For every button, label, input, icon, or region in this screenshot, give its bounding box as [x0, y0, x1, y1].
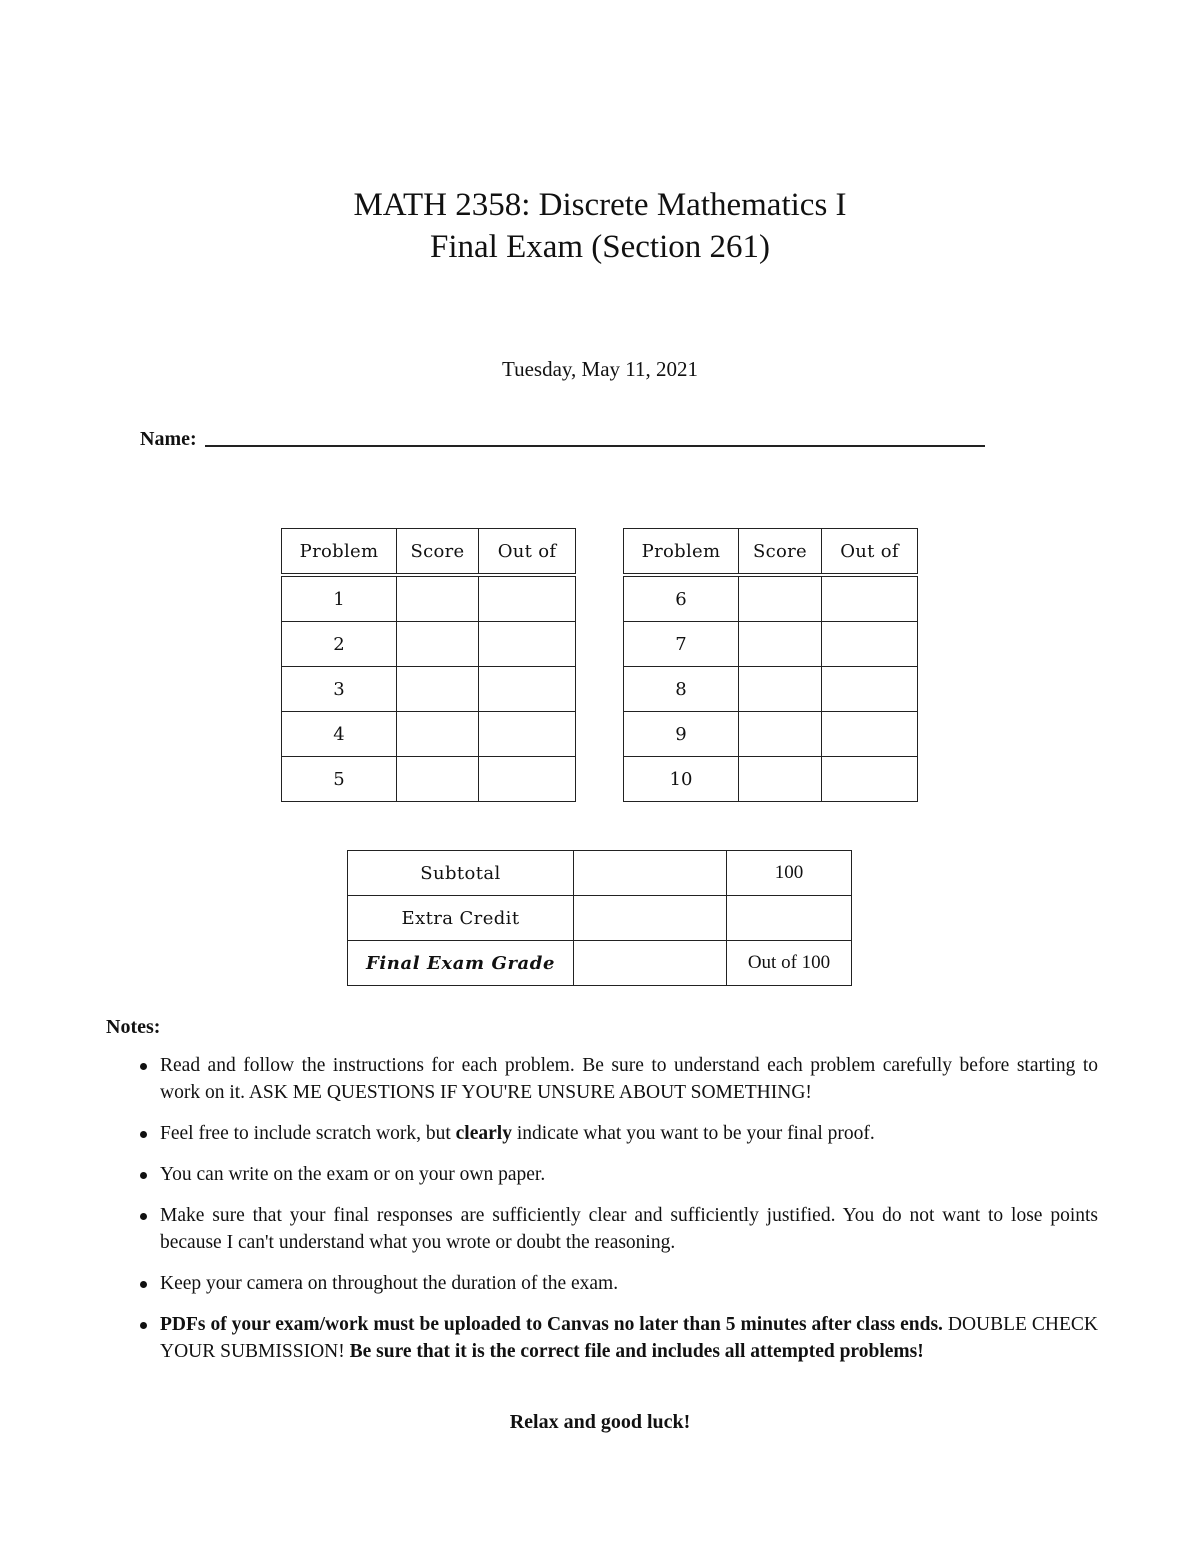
bullet-icon — [140, 1281, 147, 1288]
note-text: You can write on the exam or on your own paper. — [160, 1164, 546, 1185]
exam-date: Tuesday, May 11, 2021 — [501, 357, 698, 381]
table-row — [282, 577, 576, 622]
table-row — [624, 757, 918, 802]
bullet-icon — [140, 1063, 147, 1070]
problem-number: 2 — [282, 622, 397, 667]
totals-label: Subtotal — [348, 851, 574, 896]
out-of-cell — [479, 577, 576, 622]
bullet-icon — [140, 1322, 147, 1329]
out-of-cell — [822, 577, 918, 622]
list-item — [138, 1161, 1098, 1188]
note-text: indicate what you want to be your final proof. — [511, 1123, 875, 1144]
score-cell[interactable] — [397, 712, 479, 757]
out-of-cell — [822, 712, 918, 757]
score-cell[interactable] — [397, 667, 479, 712]
table-row — [624, 667, 918, 712]
note-emphasis: PDFs of your exam/work must be uploaded to Canvas no later than 5 minutes after class ends. — [160, 1314, 943, 1335]
course-title: MATH 2358: Discrete Mathematics I — [353, 187, 847, 223]
out-of-cell — [479, 622, 576, 667]
table-row — [282, 757, 576, 802]
totals-score-cell[interactable] — [574, 896, 727, 941]
table-row — [624, 622, 918, 667]
score-cell[interactable] — [397, 577, 479, 622]
column-header-problem: Problem — [624, 529, 739, 574]
table-row — [624, 712, 918, 757]
table-header-row — [624, 529, 918, 574]
score-cell[interactable] — [739, 667, 822, 712]
totals-score-cell[interactable] — [574, 851, 727, 896]
note-text: DOUBLE CHECK YOUR SUBMISSION! — [160, 1314, 1098, 1362]
note-emphasis: Be sure that it is the correct file and includes all attempted problems! — [349, 1341, 924, 1362]
note-text: Read and follow the instructions for each problem. Be sure to understand each problem carefully before starting to work on it. ASK ME QUESTIONS IF YOU'RE UNSURE ABOUT SOMETHING! — [160, 1055, 1098, 1103]
score-cell[interactable] — [397, 757, 479, 802]
score-cell[interactable] — [397, 622, 479, 667]
list-item — [138, 1052, 1098, 1106]
table-row — [282, 667, 576, 712]
totals-label: Extra Credit — [348, 896, 574, 941]
problem-number: 6 — [624, 577, 739, 622]
note-text: Keep your camera on throughout the duration of the exam. — [160, 1273, 619, 1294]
totals-row-final-grade — [348, 941, 852, 986]
out-of-cell — [479, 712, 576, 757]
list-item — [138, 1202, 1098, 1256]
column-header-out-of: Out of — [822, 529, 918, 574]
totals-table — [347, 850, 852, 986]
list-item — [138, 1270, 1098, 1297]
note-emphasis: clearly — [455, 1123, 512, 1144]
out-of-cell — [822, 622, 918, 667]
score-table-right — [623, 528, 918, 802]
score-cell[interactable] — [739, 622, 822, 667]
table-row — [282, 622, 576, 667]
column-header-score: Score — [397, 529, 479, 574]
score-cell[interactable] — [739, 757, 822, 802]
totals-row-extra-credit — [348, 896, 852, 941]
totals-score-cell[interactable] — [574, 941, 727, 986]
notes-heading: Notes: — [106, 1016, 161, 1038]
notes-list — [138, 1052, 1098, 1379]
list-item — [138, 1311, 1098, 1365]
problem-number: 4 — [282, 712, 397, 757]
name-blank-line[interactable] — [205, 445, 985, 447]
out-of-cell — [479, 757, 576, 802]
out-of-cell — [479, 667, 576, 712]
score-cell[interactable] — [739, 577, 822, 622]
totals-row-subtotal — [348, 851, 852, 896]
note-text: Make sure that your final responses are sufficiently clear and sufficiently justified. You do not want to lose points because I can't understand what you wrote or doubt the reasoning. — [160, 1205, 1098, 1253]
column-header-problem: Problem — [282, 529, 397, 574]
table-header-row — [282, 529, 576, 574]
out-of-cell — [822, 757, 918, 802]
problem-number: 9 — [624, 712, 739, 757]
column-header-score: Score — [739, 529, 822, 574]
problem-number: 3 — [282, 667, 397, 712]
problem-number: 8 — [624, 667, 739, 712]
name-field[interactable] — [140, 428, 985, 451]
problem-number: 5 — [282, 757, 397, 802]
score-table-left — [281, 528, 576, 802]
bullet-icon — [140, 1213, 147, 1220]
bullet-icon — [140, 1131, 147, 1138]
table-row — [624, 577, 918, 622]
list-item — [138, 1120, 1098, 1147]
totals-label: Final Exam Grade — [348, 941, 574, 986]
problem-number: 1 — [282, 577, 397, 622]
table-row — [282, 712, 576, 757]
name-label: Name: — [140, 428, 197, 450]
column-header-out-of: Out of — [479, 529, 576, 574]
totals-out-of: Out of 100 — [727, 941, 852, 986]
totals-out-of — [727, 896, 852, 941]
closing-message: Relax and good luck! — [509, 1411, 691, 1433]
problem-number: 10 — [624, 757, 739, 802]
exam-header — [0, 184, 1200, 268]
problem-number: 7 — [624, 622, 739, 667]
out-of-cell — [822, 667, 918, 712]
exam-title: Final Exam (Section 261) — [429, 229, 771, 265]
score-cell[interactable] — [739, 712, 822, 757]
note-text: Feel free to include scratch work, but — [160, 1123, 456, 1144]
bullet-icon — [140, 1172, 147, 1179]
totals-out-of: 100 — [727, 851, 852, 896]
